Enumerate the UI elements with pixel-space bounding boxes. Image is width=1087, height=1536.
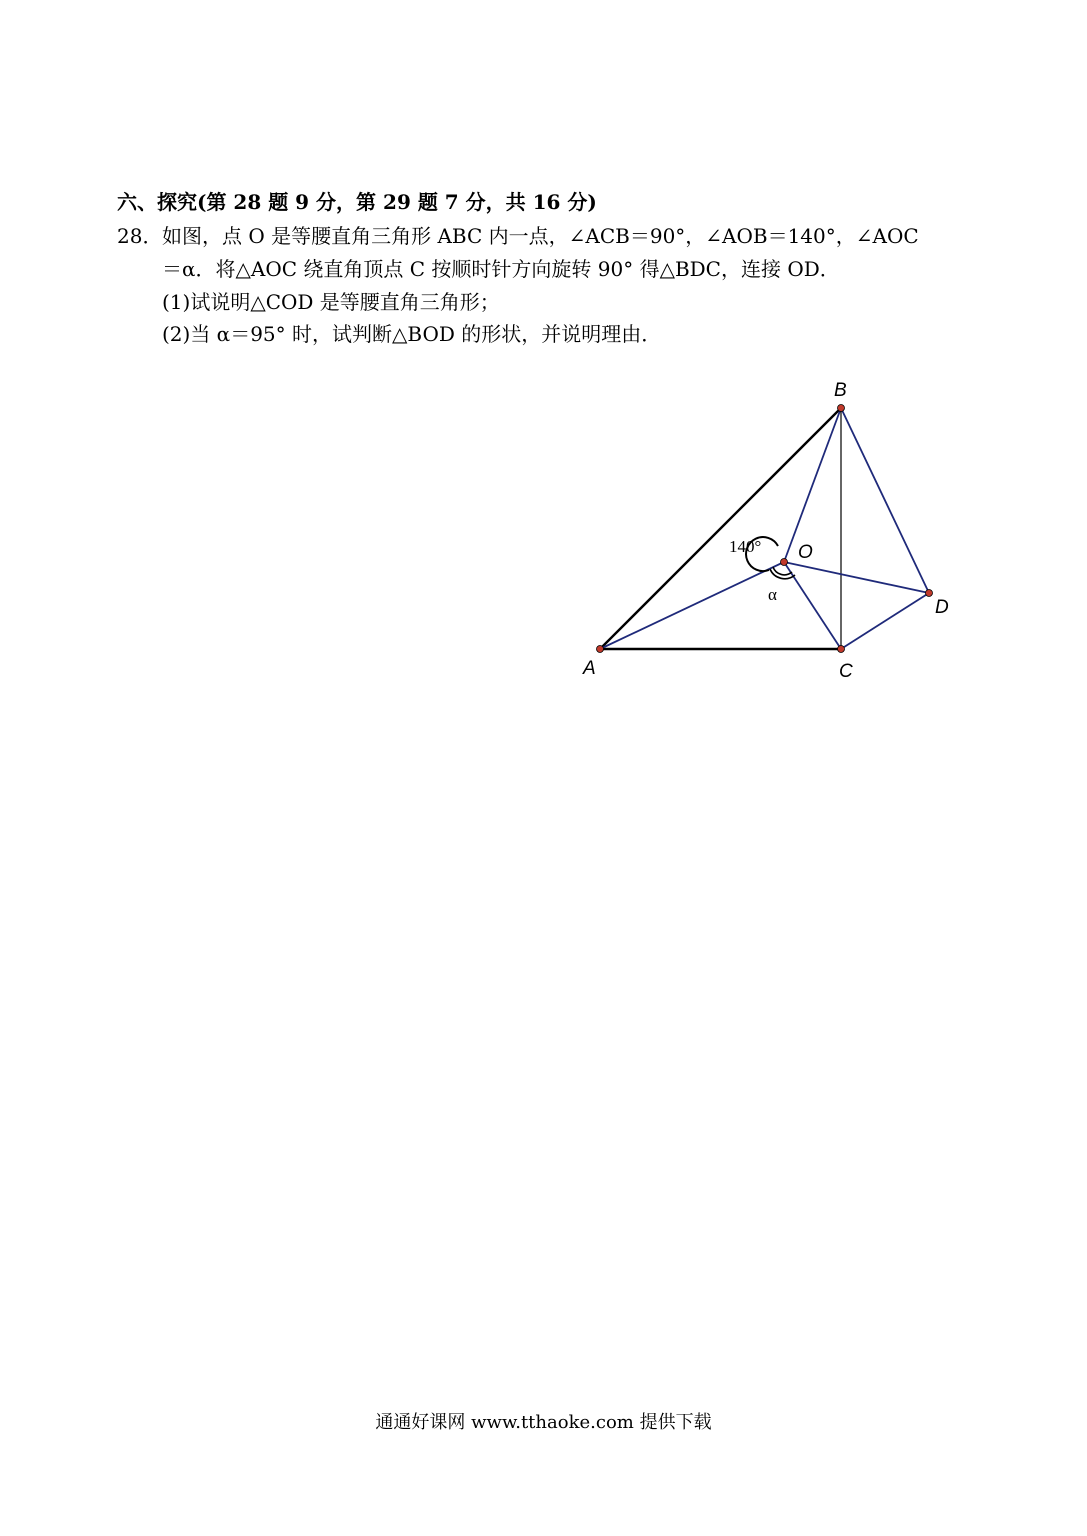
point-o xyxy=(781,559,788,566)
label-c: C xyxy=(839,661,853,682)
question-line-2: ＝α．将△AOC 绕直角顶点 C 按顺时针方向旋转 90° 得△BDC，连接 OD． xyxy=(162,257,840,281)
edge-ab xyxy=(600,408,841,649)
point-c xyxy=(838,646,845,653)
point-d xyxy=(926,590,933,597)
edge-ao xyxy=(600,562,784,649)
edge-bo xyxy=(784,408,841,562)
question-number: 28． xyxy=(117,224,163,248)
question-part-1: (1)试说明△COD 是等腰直角三角形； xyxy=(162,290,500,314)
geometry-figure xyxy=(560,370,980,690)
edge-bd xyxy=(841,408,929,593)
label-o: O xyxy=(798,542,813,563)
angle-aoc-label: α xyxy=(768,585,777,604)
edge-co xyxy=(784,562,841,649)
angle-aob-label: 140° xyxy=(729,537,762,556)
point-a xyxy=(597,646,604,653)
edge-cd xyxy=(841,593,929,649)
question-line-1: 如图，点 O 是等腰直角三角形 ABC 内一点，∠ACB＝90°，∠AOB＝140°，∠AOC xyxy=(162,224,919,248)
point-b xyxy=(838,405,845,412)
label-d: D xyxy=(935,597,949,618)
edge-od xyxy=(784,562,929,593)
question-part-2: (2)当 α＝95° 时，试判断△BOD 的形状，并说明理由． xyxy=(162,322,662,346)
label-a: A xyxy=(583,658,596,679)
section-title: 六、探究(第 28 题 9 分，第 29 题 7 分，共 16 分) xyxy=(117,190,597,214)
label-b: B xyxy=(834,380,847,401)
footer-source: 通通好课网 www.tthaoke.com 提供下载 xyxy=(375,1412,712,1433)
